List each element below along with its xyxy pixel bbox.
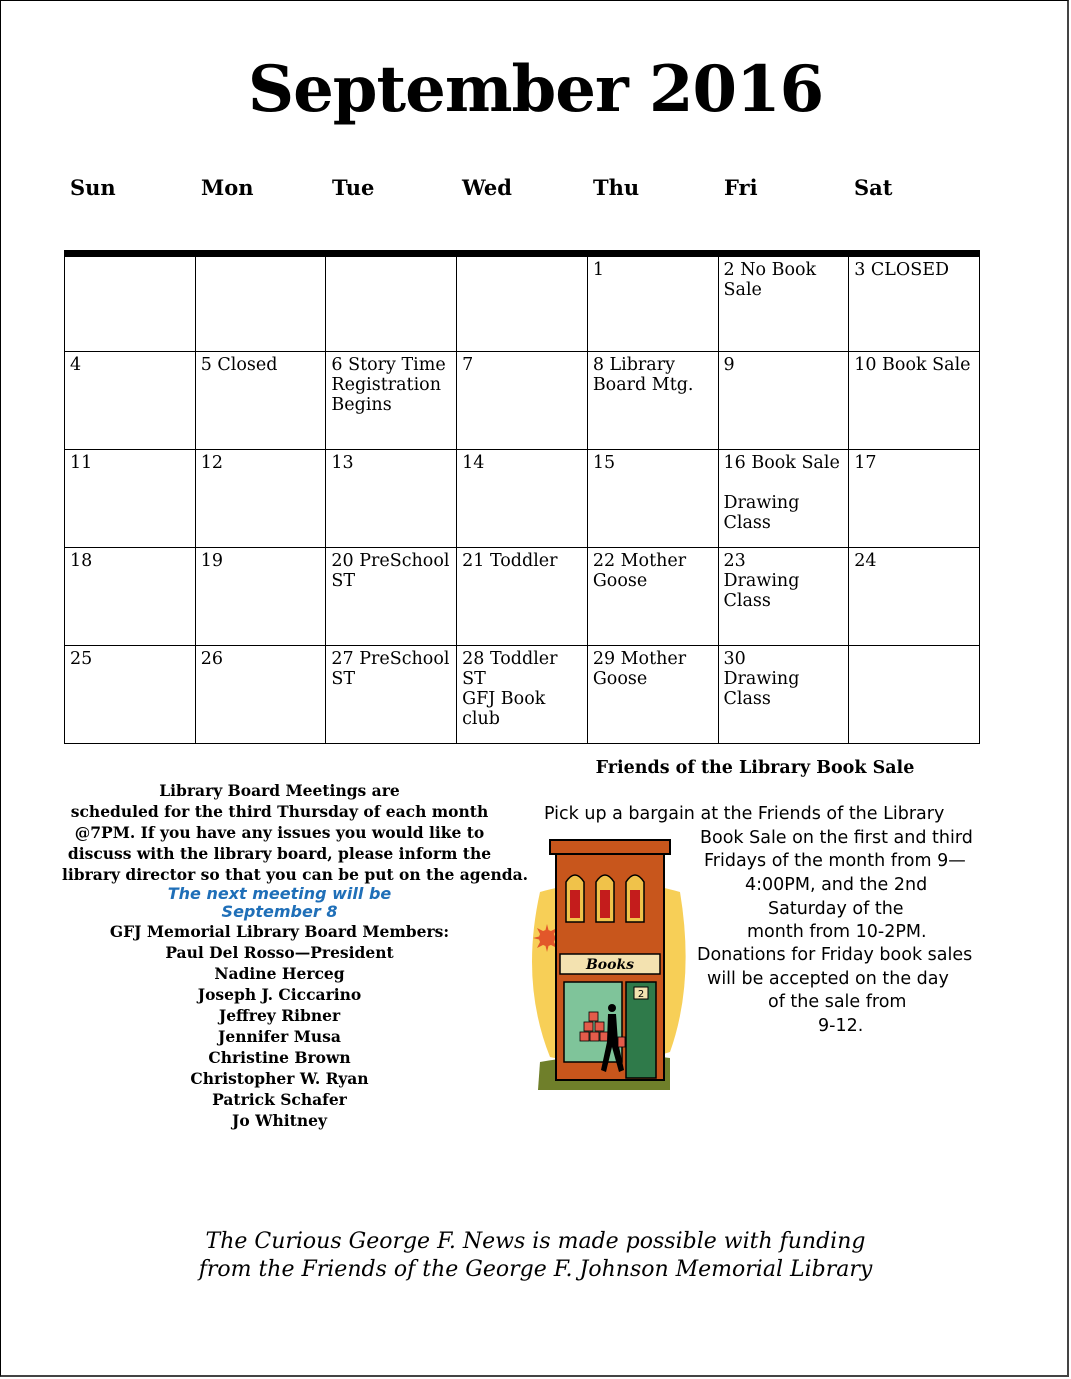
calendar-day-cell: [326, 450, 457, 548]
board-member-name: Christopher W. Ryan: [190, 1069, 369, 1088]
calendar-day-text: 24: [854, 551, 877, 571]
book-sale-line: Pick up a bargain at the Friends of the Library: [544, 804, 945, 824]
footer-line: from the Friends of the George F. Johnson Memorial Library: [198, 1257, 873, 1282]
book-sale-line: of the sale from: [768, 992, 907, 1012]
calendar-day-cell: [326, 257, 457, 352]
calendar-day-cell: [326, 548, 457, 646]
page-title: September 2016: [247, 52, 824, 127]
board-notice-line: @7PM. If you have any issues you would like to: [74, 823, 485, 842]
calendar-week-row: [65, 352, 980, 450]
calendar-day-cell: [718, 257, 849, 352]
calendar-day-cell: [587, 548, 718, 646]
calendar-week-row: [65, 548, 980, 646]
calendar-day-text: 4: [70, 355, 82, 375]
book-sale-line: will be accepted on the day: [707, 969, 949, 989]
calendar-day-text: 26: [200, 649, 223, 669]
calendar-day-cell: [849, 450, 980, 548]
book-sale-line: Donations for Friday book sales: [697, 945, 973, 965]
calendar-day-cell: [587, 257, 718, 352]
board-notice-line: library director so that you can be put on the agenda.: [62, 865, 529, 884]
calendar-day-cell: [457, 352, 588, 450]
board-member-name: Nadine Herceg: [214, 964, 345, 983]
calendar-day-text: 27 PreSchool ST: [331, 649, 450, 689]
calendar-day-cell: [195, 352, 326, 450]
calendar-day-cell: [457, 450, 588, 548]
calendar-day-text: 17: [854, 453, 877, 473]
footer-line: The Curious George F. News is made possible with funding: [205, 1229, 866, 1254]
book-sale-heading: Friends of the Library Book Sale: [595, 758, 915, 778]
book-sale-line: 4:00PM, and the 2nd: [745, 875, 928, 895]
book-sale-line: 9-12.: [818, 1016, 864, 1036]
door-number: 2: [637, 989, 645, 1000]
calendar-day-cell: [326, 646, 457, 744]
calendar-day-text: 5 Closed: [200, 355, 278, 375]
calendar-week-row: [65, 450, 980, 548]
calendar-day-cell: [65, 548, 196, 646]
calendar-day-cell: [65, 450, 196, 548]
weekday-header-thu: Thu: [593, 175, 640, 200]
weekday-header-sun: Sun: [70, 175, 116, 200]
next-meeting-date: September 8: [221, 902, 338, 921]
book-sale-line: Book Sale on the first and third: [700, 828, 973, 848]
weekday-header-wed: Wed: [462, 175, 512, 200]
calendar-day-cell: [587, 450, 718, 548]
weekday-header-mon: Mon: [201, 175, 254, 200]
calendar-day-cell: [849, 352, 980, 450]
board-member-name: Christine Brown: [208, 1048, 351, 1067]
board-member-name: Joseph J. Ciccarino: [197, 985, 362, 1004]
calendar-day-text: 30 Drawing Class: [723, 649, 800, 709]
weekday-header-fri: Fri: [724, 175, 758, 200]
board-members-heading: GFJ Memorial Library Board Members:: [109, 922, 450, 941]
calendar-day-cell: [195, 257, 326, 352]
calendar-day-text: 25: [70, 649, 93, 669]
calendar-day-text: 13: [331, 453, 354, 473]
calendar-day-text: 15: [592, 453, 616, 473]
calendar-day-cell: [195, 548, 326, 646]
calendar-day-text: 6 Story Time Registration Begins: [331, 355, 446, 415]
calendar-day-cell: [587, 646, 718, 744]
calendar-day-text: 19: [200, 551, 223, 571]
building-cornice: [550, 840, 670, 854]
board-notice-line: scheduled for the third Thursday of each month: [70, 802, 489, 821]
book-sale-line: month from 10-2PM.: [747, 922, 927, 942]
calendar-day-cell: [195, 450, 326, 548]
calendar-day-cell: [849, 646, 980, 744]
calendar-day-cell: [65, 352, 196, 450]
board-member-name: Jeffrey Ribner: [218, 1006, 341, 1025]
calendar-day-text: 23 Drawing Class: [723, 551, 800, 611]
calendar-day-cell: [849, 257, 980, 352]
calendar-day-cell: [457, 646, 588, 744]
footer-credit: [0, 1228, 1071, 1284]
calendar-day-text: 1: [592, 260, 604, 280]
calendar-day-cell: [849, 548, 980, 646]
calendar-day-cell: [718, 646, 849, 744]
library-board-notice: [62, 780, 529, 1131]
calendar-day-text: 8 Library Board Mtg.: [592, 355, 694, 395]
calendar-day-text: 9: [723, 355, 735, 375]
calendar-day-cell: [195, 646, 326, 744]
weekday-header-row: [64, 175, 979, 205]
calendar-day-text: 10 Book Sale: [854, 355, 971, 375]
calendar-day-cell: [587, 352, 718, 450]
calendar-day-text: 20 PreSchool ST: [331, 551, 450, 591]
weekday-header-sat: Sat: [854, 175, 893, 200]
calendar-day-cell: [457, 257, 588, 352]
calendar-day-text: 16 Book Sale Drawing Class: [723, 453, 840, 533]
board-member-name: Jennifer Musa: [218, 1027, 341, 1046]
calendar-day-text: 12: [200, 453, 223, 473]
board-notice-line: discuss with the library board, please inform the: [67, 844, 492, 863]
book-sale-line: Saturday of the: [768, 899, 904, 919]
book-sale-line: Fridays of the month from 9—: [704, 851, 966, 871]
board-member-name: Patrick Schafer: [212, 1090, 347, 1109]
calendar-day-text: 29 Mother Goose: [592, 649, 687, 689]
calendar-day-text: 3 CLOSED: [854, 260, 950, 280]
weekday-header-tue: Tue: [332, 175, 375, 200]
calendar-day-text: 18: [70, 551, 93, 571]
calendar-day-cell: [457, 548, 588, 646]
calendar-day-text: 28 Toddler ST GFJ Book club: [462, 649, 558, 729]
calendar-day-cell: [718, 450, 849, 548]
calendar-day-text: 22 Mother Goose: [592, 551, 687, 591]
bookstore-illustration: [520, 832, 700, 1092]
calendar-day-cell: [65, 257, 196, 352]
calendar-day-text: 2 No Book Sale: [723, 260, 817, 300]
calendar-day-text: 21 Toddler: [462, 551, 558, 571]
calendar-day-text: 7: [462, 355, 474, 375]
board-members-list: [62, 942, 497, 1131]
board-member-name: Paul Del Rosso—President: [165, 943, 394, 962]
board-member-name: Jo Whitney: [232, 1111, 327, 1130]
store-sign-text: Books: [585, 957, 635, 973]
calendar-day-text: 11: [70, 453, 93, 473]
calendar-day-text: 14: [462, 453, 485, 473]
calendar-grid: [64, 256, 980, 744]
next-meeting-line: The next meeting will be: [167, 884, 392, 903]
board-notice-line: Library Board Meetings are: [159, 781, 400, 800]
calendar-day-cell: [326, 352, 457, 450]
calendar-week-row: [65, 257, 980, 352]
calendar-day-cell: [718, 352, 849, 450]
calendar-day-cell: [718, 548, 849, 646]
calendar-week-row: [65, 646, 980, 744]
calendar-day-cell: [65, 646, 196, 744]
